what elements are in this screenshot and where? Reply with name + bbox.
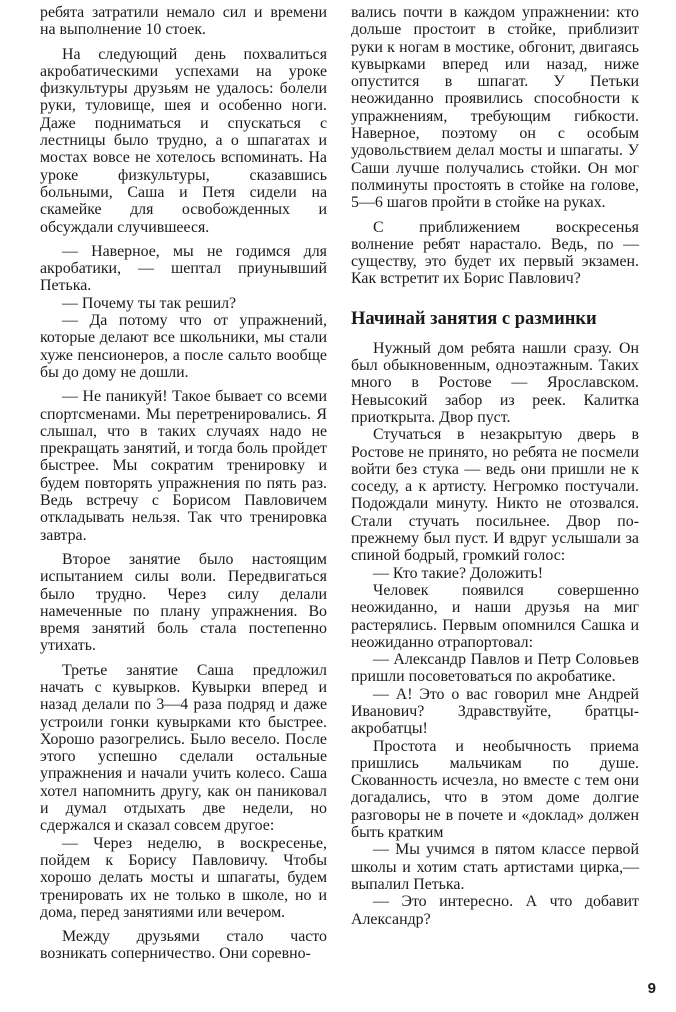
dialogue-line: — Александр Павлов и Петр Соловьев пришли посоветоваться по акробатике. [351,651,639,686]
section-heading: Начинай занятия с разминки [351,308,597,329]
dialogue-line: — А! Это о вас говорил мне Андрей Иванович? Здравствуйте, братцы-акробатцы! [351,685,639,738]
left-column [40,4,327,963]
paragraph: ребята затратили немало сил и времени на выполнение 10 стоек. [40,4,327,39]
paragraph: Третье занятие Саша предложил начать с кувырков. Кувырки вперед и назад делали по 3—4 раза подряд и даже устроили гонки кувырками кто быстрее. Хорошо разогрелись. Было весело. После этого успешно сделали остальные упражнения и начали учить колесо. Саша хотел напомнить другу, как он паниковал и думал отдыхать две недели, но сдержался и сказал совсем другое: [40,661,327,835]
dialogue-line: — Кто такие? Доложить! [373,564,544,582]
dialogue-line: — Наверное, мы не годимся для акробатики, — шептал приунывший Петька. [40,242,327,295]
dialogue-line: — Это интересно. А что добавит Александр? [351,893,639,928]
dialogue-line: — Да потому что от упражнений, которые делают все школьники, мы стали хуже пенсионеров, а после сальто вообще бы до дому не дошли. [40,312,327,381]
paragraph: С приближением воскресенья волнение ребят нарастало. Ведь, по — существу, это будет их первый экзамен. Как встретит их Борис Павлович? [351,218,639,288]
dialogue-line: — Через неделю, в воскресенье, пойдем к Борису Павловичу. Чтобы хорошо делать мосты и шпагаты, будем тренировать их не только в школе, но и дома, перед занятиями или вечером. [40,834,327,921]
paragraph: Между друзьями стало часто возникать соперничество. Они соревно- [40,928,327,963]
dialogue-line: — Мы учимся в пятом классе первой школы и хотим стать артистами цирка,— выпалил Петька. [351,841,639,893]
dialogue-line: — Не паникуй! Такое бывает со всеми спортсменами. Мы перетренировались. Я слышал, что в таких случаях надо не прекращать занятий, и тогда боль пройдет быстрее. Мы сократим тренировку и будем повторять упражнения по пять раз. Ведь встречу с Борисом Павловичем откладывать нельзя. Так что тренировка завтра. [40,388,327,544]
paragraph: Человек появился совершенно неожиданно, и наши друзья на миг растерялись. Первым опомнился Сашка и неожиданно отрапортовал: [351,581,639,651]
page-number: 9 [647,980,656,997]
dialogue-line: — Почему ты так решил? [62,294,237,312]
paragraph: Нужный дом ребята нашли сразу. Он был обыкновенным, одноэтажным. Таких много в Ростове — Ярославском. Невысокий забор из реек. Калитка приоткрыта. Двор пуст. [351,339,639,426]
paragraph: Простота и необычность приема пришлись мальчикам по душе. Скованность исчезла, но вместе с тем они догадались, что в этом доме долгие разговоры не в почете и «доклад» должен быть кратким [351,737,639,842]
right-column [351,4,639,928]
paragraph: На следующий день похвалиться акробатическими успехами на уроке физкультуры друзьям не удалось: болели руки, туловище, шея и особенно ноги. Даже подниматься и спускаться с лестницы было трудно, а о шпагатах и мостах вовсе не хотелось вспоминать. На уроке физкультуры, сказавшись больными, Саша и Петя сидели на скамейке для освобожденных и обсуждали случившееся. [40,45,327,236]
paragraph: Второе занятие было настоящим испытанием силы воли. Передвигаться было трудно. Через силу делали намеченные по плану упражнения. Во время занятий боль стала постепенно утихать. [40,550,327,655]
paragraph: вались почти в каждом упражнении: кто дольше простоит в стойке, приблизит руки к ногам в мостике, обгонит, двигаясь кувырками вперед или назад, ниже опустится в шпагат. У Петьки неожиданно проявились способности к упражнениям, требующим гибкости. Наверное, поэтому он с особым удовольствием делал мосты и шпагаты. У Саши лучше получались стойки. Он мог полминуты простоять в стойке на голове, 5—6 шагов пройти в стойке на руках. [351,4,639,212]
paragraph: Стучаться в незакрытую дверь в Ростове не принято, но ребята не посмели войти без стука — ведь они пришли не к соседу, а к артисту. Негромко постучали. Подождали минуту. Никто не отозвался. Стали стучать посильнее. Двор по-прежнему был пуст. И вдруг услышали за спиной бодрый, громкий голос: [351,426,639,565]
